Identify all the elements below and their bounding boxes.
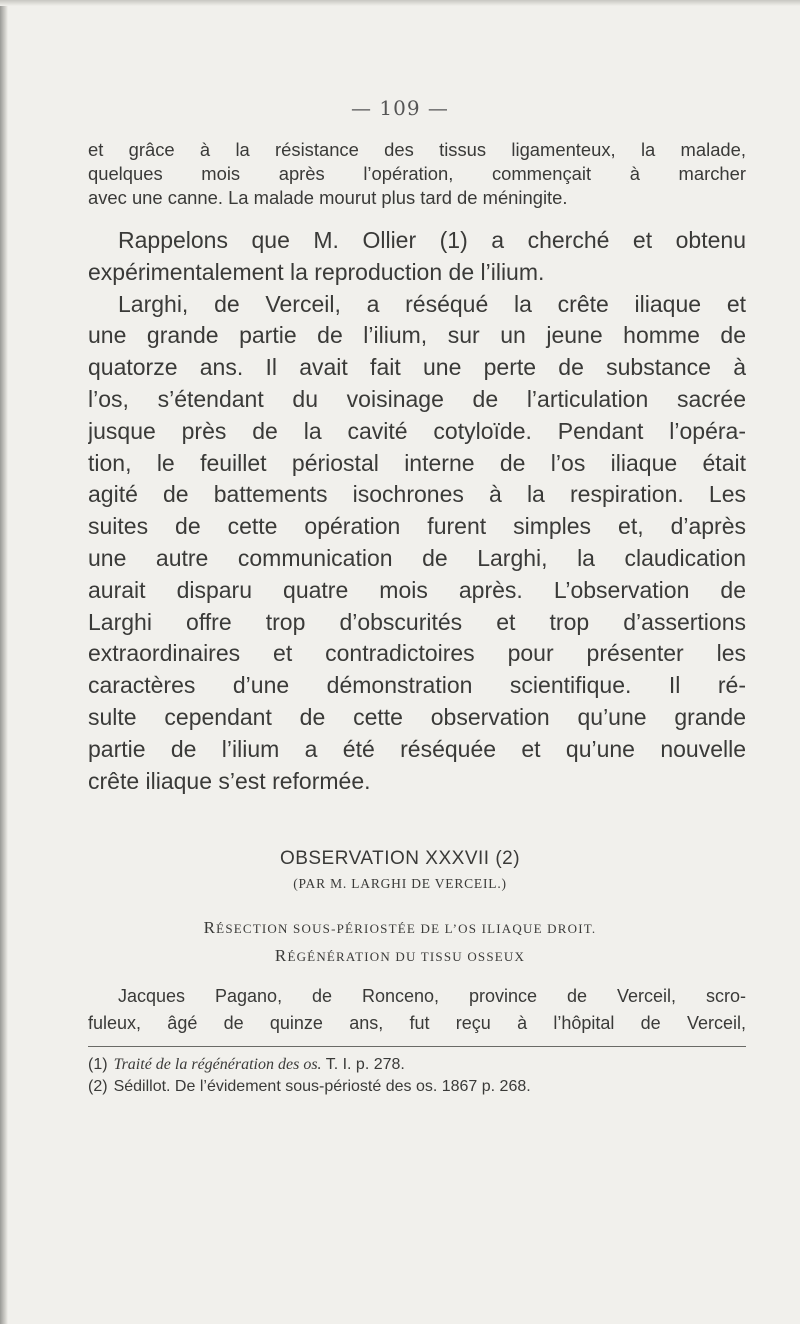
text-line: et grâce à la résistance des tissus ligamenteux, la malade, — [88, 139, 746, 160]
observation-author: (PAR M. LARGHI DE VERCEIL.) — [293, 876, 507, 891]
heading-text: ÉSECTION SOUS-PÉRIOSTÉE DE L’OS ILIAQUE DROIT. — [216, 921, 597, 936]
binding-shadow — [0, 0, 8, 1324]
observation-heading-line1 — [0, 918, 800, 938]
footnote-marker: (1) — [88, 1056, 108, 1073]
text-line: expérimentalement la reproduction de l’ilium. — [88, 258, 545, 285]
text-line: partie de l’ilium a été réséquée et qu’une nouvelle — [88, 735, 746, 762]
text-line: quatorze ans. Il avait fait une perte de substance à — [88, 354, 746, 381]
main-paragraph — [88, 225, 746, 797]
top-edge-shadow — [0, 0, 800, 6]
footnote-divider — [88, 1046, 746, 1047]
text-line: une grande partie de l’ilium, sur un jeune homme de — [88, 322, 746, 349]
text-line: jusque près de la cavité cotyloïde. Pendant l’opéra- — [88, 417, 746, 444]
footnote-2 — [88, 1076, 746, 1098]
text-line: sulte cependant de cette observation qu’une grande — [88, 703, 746, 730]
text-line: quelques mois après l’opération, commençait à marcher — [88, 163, 746, 184]
heading-text: ÉGÉNÉRATION DU TISSU OSSEUX — [287, 949, 526, 964]
footnote-text: Sédillot. De l’évidement sous-périosté des os. 1867 p. 268. — [113, 1078, 531, 1095]
text-line: l’os, s’étendant du voisinage de l’articulation sacrée — [88, 385, 746, 412]
page-number: — 109 — — [351, 96, 449, 120]
text-line: Jacques Pagano, de Ronceno, province de Verceil, scro- — [118, 986, 746, 1006]
text-line: Larghi, de Verceil, a réséqué la crête iliaque et — [118, 290, 746, 317]
footnote-marker: (2) — [88, 1078, 108, 1095]
footnote-title: Traité de la régénération des os. — [113, 1056, 322, 1073]
text-line: tion, le feuillet périostal interne de l’os iliaque était — [88, 449, 746, 476]
observation-paragraph — [88, 983, 746, 1037]
footnote-1 — [88, 1054, 746, 1076]
heading-capital: R — [203, 918, 217, 937]
text-line: aurait disparu quatre mois après. L’observation de — [88, 576, 746, 603]
text-line: crête iliaque s’est reformée. — [88, 767, 371, 794]
text-line: extraordinaires et contradictoires pour présenter les — [88, 640, 746, 667]
text-line: caractères d’une démonstration scientifique. Il ré- — [88, 672, 746, 699]
observation-heading-line2 — [0, 946, 800, 966]
text-line: fuleux, âgé de quinze ans, fut reçu à l’hôpital de Verceil, — [88, 1013, 746, 1033]
text-line: Larghi offre trop d’obscurités et trop d’assertions — [88, 608, 746, 635]
footnote-ref: T. I. p. 278. — [325, 1056, 405, 1073]
text-line: suites de cette opération furent simples et, d’après — [88, 513, 746, 540]
text-line: une autre communication de Larghi, la claudication — [88, 544, 746, 571]
text-line: Rappelons que M. Ollier (1) a cherché et obtenu — [118, 227, 746, 253]
text-line: agité de battements isochrones à la respiration. Les — [88, 481, 746, 508]
text-line: avec une canne. La malade mourut plus tard de méningite. — [88, 187, 568, 208]
observation-title: OBSERVATION XXXVII (2) — [279, 848, 521, 869]
footnotes — [88, 1054, 746, 1098]
heading-capital: R — [274, 946, 288, 965]
continued-paragraph — [88, 138, 746, 210]
